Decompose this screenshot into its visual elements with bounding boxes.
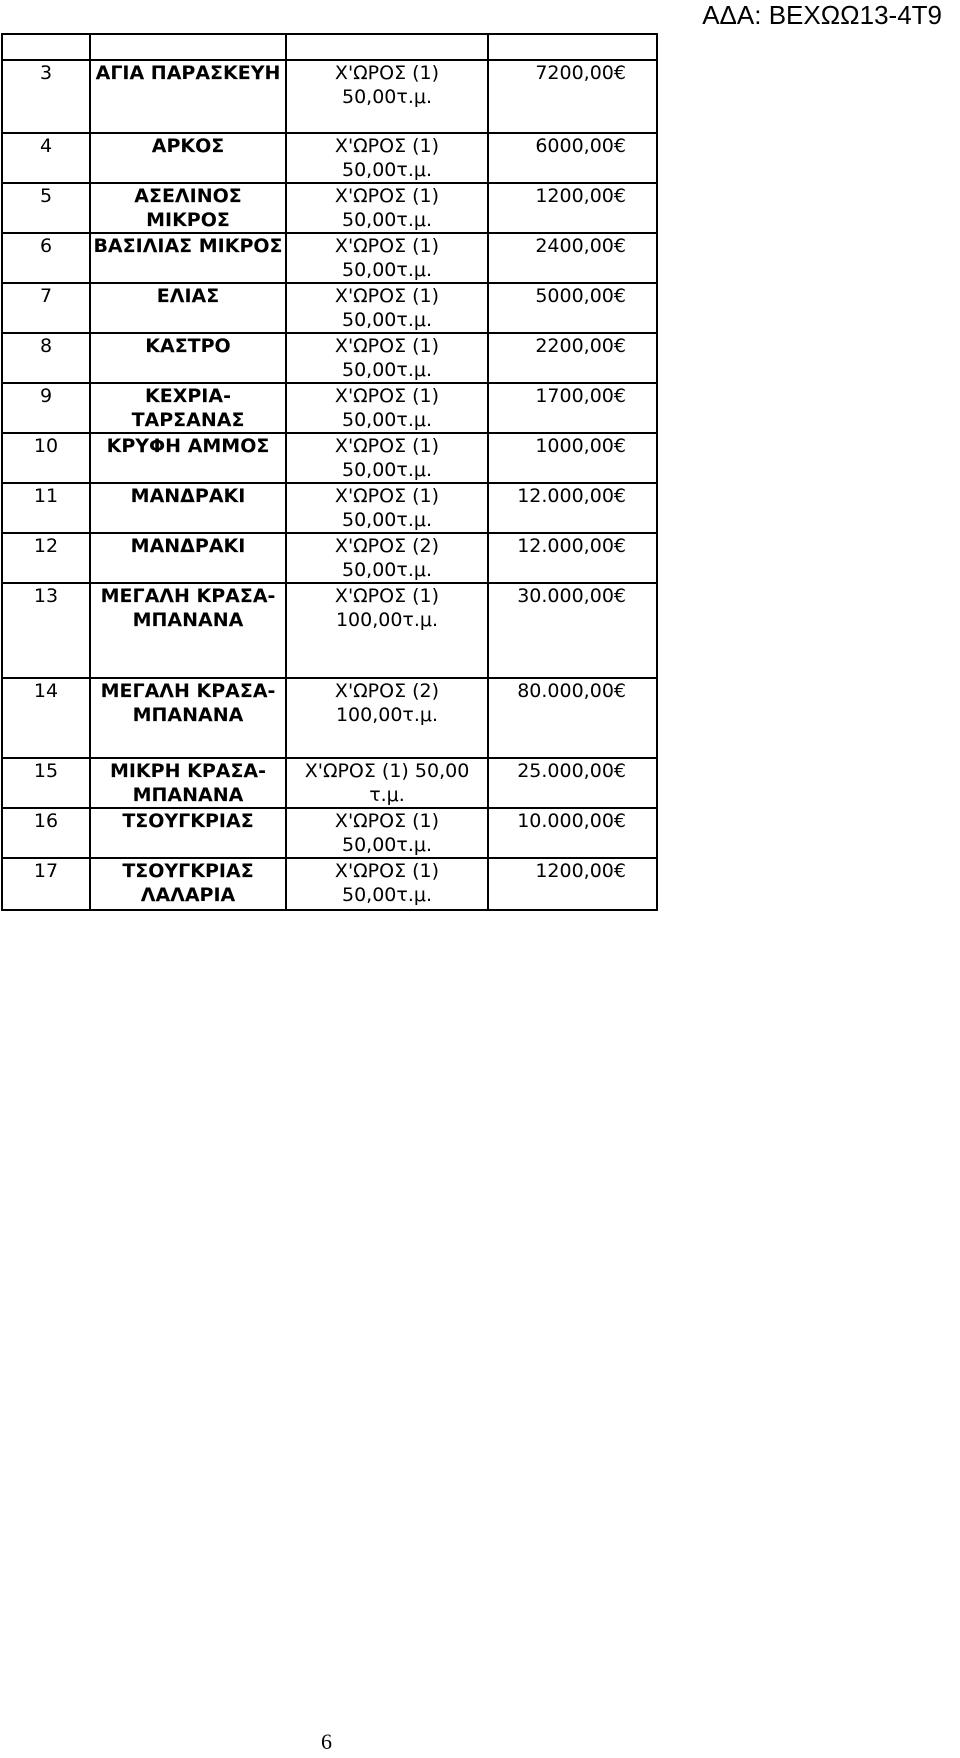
- location-name: ΤΣΟΥΓΚΡΙΑΣ ΛΑΛΑΡΙΑ: [90, 858, 286, 910]
- row-number: 17: [2, 858, 90, 910]
- space-area: Χ'ΩΡΟΣ (1) 50,00τ.μ.: [286, 333, 488, 383]
- space-area: Χ'ΩΡΟΣ (1) 50,00τ.μ.: [286, 283, 488, 333]
- location-name: ΜΙΚΡΗ ΚΡΑΣΑ-ΜΠΑΝΑΝΑ: [90, 758, 286, 808]
- row-number: 13: [2, 583, 90, 678]
- price-value: 12.000,00€: [488, 533, 657, 583]
- location-name: ΒΑΣΙΛΙΑΣ ΜΙΚΡΟΣ: [90, 233, 286, 283]
- table-row: [2, 333, 657, 383]
- table-row: [2, 383, 657, 433]
- location-name: ΕΛΙΑΣ: [90, 283, 286, 333]
- price-value: 1000,00€: [488, 433, 657, 483]
- space-area: Χ'ΩΡΟΣ (1) 50,00τ.μ.: [286, 483, 488, 533]
- row-number: 3: [2, 60, 90, 133]
- row-number: 16: [2, 808, 90, 858]
- price-value: 5000,00€: [488, 283, 657, 333]
- price-value: 6000,00€: [488, 133, 657, 183]
- table-row: [2, 678, 657, 758]
- price-value: 12.000,00€: [488, 483, 657, 533]
- space-area: Χ'ΩΡΟΣ (1) 50,00τ.μ.: [286, 383, 488, 433]
- table-header-cell: [90, 34, 286, 60]
- table-row: [2, 583, 657, 678]
- price-value: 25.000,00€: [488, 758, 657, 808]
- table-header-cell: [2, 34, 90, 60]
- table-row: [2, 283, 657, 333]
- price-value: 2400,00€: [488, 233, 657, 283]
- row-number: 15: [2, 758, 90, 808]
- space-area: Χ'ΩΡΟΣ (1) 50,00 τ.μ.: [286, 758, 488, 808]
- price-value: 30.000,00€: [488, 583, 657, 678]
- row-number: 12: [2, 533, 90, 583]
- space-area: Χ'ΩΡΟΣ (1) 100,00τ.μ.: [286, 583, 488, 678]
- table-row: [2, 60, 657, 133]
- space-area: Χ'ΩΡΟΣ (1) 50,00τ.μ.: [286, 858, 488, 910]
- row-number: 11: [2, 483, 90, 533]
- row-number: 8: [2, 333, 90, 383]
- table-row: [2, 183, 657, 233]
- row-number: 7: [2, 283, 90, 333]
- row-number: 5: [2, 183, 90, 233]
- row-number: 10: [2, 433, 90, 483]
- ada-header: ΑΔΑ: ΒΕΧΩΩ13-4Τ9: [702, 0, 942, 30]
- table-header-row: [2, 34, 657, 60]
- space-area: Χ'ΩΡΟΣ (2) 50,00τ.μ.: [286, 533, 488, 583]
- table-row: [2, 808, 657, 858]
- price-value: 10.000,00€: [488, 808, 657, 858]
- table-row: [2, 133, 657, 183]
- table-row: [2, 433, 657, 483]
- price-value: 2200,00€: [488, 333, 657, 383]
- table-row: [2, 483, 657, 533]
- table-row: [2, 233, 657, 283]
- location-name: ΜΑΝΔΡΑΚΙ: [90, 533, 286, 583]
- location-name: ΜΕΓΑΛΗ ΚΡΑΣΑ-ΜΠΑΝΑΝΑ: [90, 678, 286, 758]
- table-header-cell: [286, 34, 488, 60]
- location-name: ΚΕΧΡΙΑ-ΤΑΡΣΑΝΑΣ: [90, 383, 286, 433]
- location-name: ΚΡΥΦΗ ΑΜΜΟΣ: [90, 433, 286, 483]
- price-value: 1200,00€: [488, 858, 657, 910]
- location-name: ΚΑΣΤΡΟ: [90, 333, 286, 383]
- space-area: Χ'ΩΡΟΣ (1) 50,00τ.μ.: [286, 183, 488, 233]
- page-number: 6: [321, 1729, 332, 1754]
- price-value: 7200,00€: [488, 60, 657, 133]
- price-value: 80.000,00€: [488, 678, 657, 758]
- price-value: 1200,00€: [488, 183, 657, 233]
- row-number: 9: [2, 383, 90, 433]
- location-name: ΜΑΝΔΡΑΚΙ: [90, 483, 286, 533]
- space-area: Χ'ΩΡΟΣ (1) 50,00τ.μ.: [286, 233, 488, 283]
- space-area: Χ'ΩΡΟΣ (1) 50,00τ.μ.: [286, 60, 488, 133]
- price-value: 1700,00€: [488, 383, 657, 433]
- location-name: ΜΕΓΑΛΗ ΚΡΑΣΑ-ΜΠΑΝΑΝΑ: [90, 583, 286, 678]
- location-name: ΤΣΟΥΓΚΡΙΑΣ: [90, 808, 286, 858]
- concession-table: [1, 33, 658, 911]
- location-name: ΑΓΙΑ ΠΑΡΑΣΚΕΥΗ: [90, 60, 286, 133]
- table-header-cell: [488, 34, 657, 60]
- table-row: [2, 758, 657, 808]
- location-name: ΑΡΚΟΣ: [90, 133, 286, 183]
- location-name: ΑΣΕΛΙΝΟΣ ΜΙΚΡΟΣ: [90, 183, 286, 233]
- space-area: Χ'ΩΡΟΣ (1) 50,00τ.μ.: [286, 433, 488, 483]
- row-number: 14: [2, 678, 90, 758]
- row-number: 6: [2, 233, 90, 283]
- table-row: [2, 858, 657, 910]
- space-area: Χ'ΩΡΟΣ (2) 100,00τ.μ.: [286, 678, 488, 758]
- space-area: Χ'ΩΡΟΣ (1) 50,00τ.μ.: [286, 808, 488, 858]
- row-number: 4: [2, 133, 90, 183]
- space-area: Χ'ΩΡΟΣ (1) 50,00τ.μ.: [286, 133, 488, 183]
- table-row: [2, 533, 657, 583]
